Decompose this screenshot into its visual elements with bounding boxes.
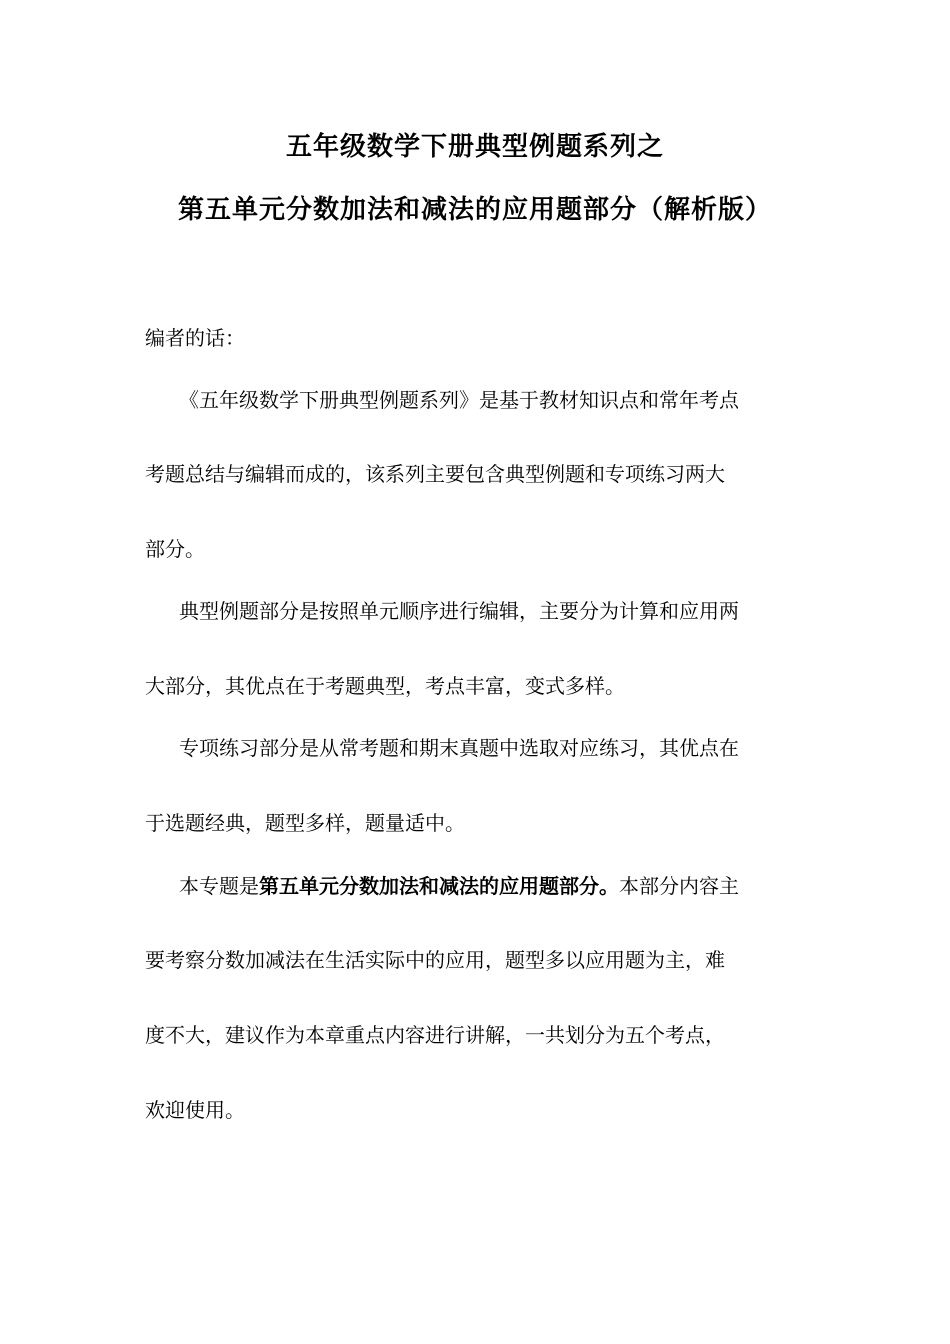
- paragraph-1-line-2: 考题总结与编辑而成的，该系列主要包含典型例题和专项练习两大: [145, 462, 725, 486]
- paragraph-4-prefix: 本专题是: [179, 874, 259, 898]
- editor-note-label: 编者的话：: [145, 326, 245, 350]
- paragraph-2-line-2: 大部分，其优点在于考题典型，考点丰富，变式多样。: [145, 674, 625, 698]
- document-title-line-1: 五年级数学下册典型例题系列之: [285, 132, 664, 162]
- paragraph-1-line-1: 《五年级数学下册典型例题系列》是基于教材知识点和常年考点: [179, 388, 739, 412]
- paragraph-4-line-2: 要考察分数加减法在生活实际中的应用，题型多以应用题为主，难: [145, 948, 725, 972]
- paragraph-4-line-3: 度不大，建议作为本章重点内容进行讲解，一共划分为五个考点，: [145, 1023, 725, 1047]
- paragraph-2-line-1: 典型例题部分是按照单元顺序进行编辑，主要分为计算和应用两: [179, 599, 739, 623]
- paragraph-4-suffix: 本部分内容主: [619, 874, 739, 898]
- paragraph-4-topic-bold: 第五单元分数加法和减法的应用题部分。: [259, 874, 619, 898]
- paragraph-4-line-4: 欢迎使用。: [145, 1098, 245, 1122]
- document-title-line-2: 第五单元分数加法和减法的应用题部分（解析版）: [177, 195, 772, 225]
- paragraph-3-line-1: 专项练习部分是从常考题和期末真题中选取对应练习，其优点在: [179, 736, 739, 760]
- paragraph-1-line-3: 部分。: [145, 537, 205, 561]
- paragraph-4-line-1: [179, 872, 739, 900]
- paragraph-3-line-2: 于选题经典，题型多样，题量适中。: [145, 811, 465, 835]
